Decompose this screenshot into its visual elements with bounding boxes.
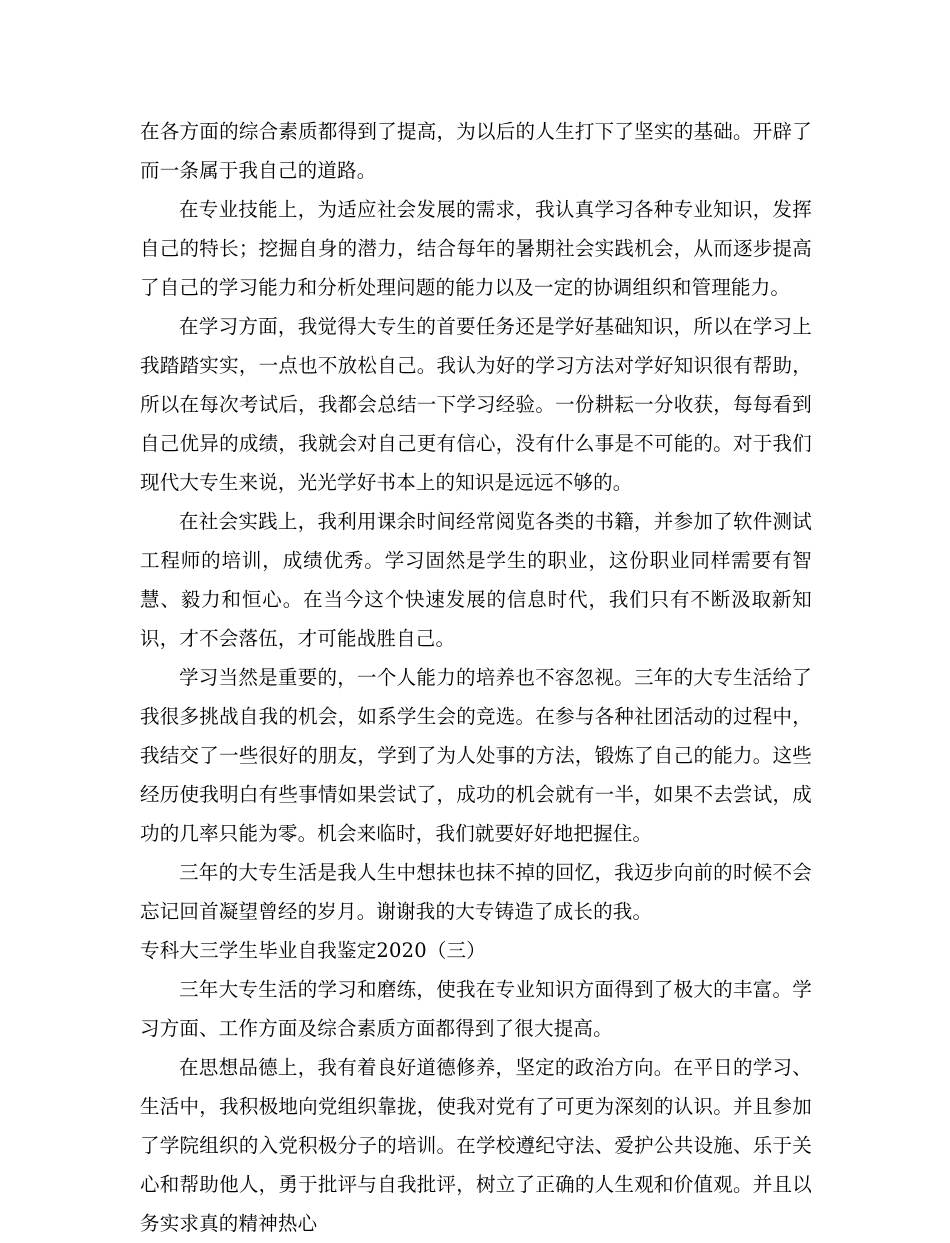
document-body — [140, 112, 812, 1243]
paragraph-1: 在各方面的综合素质都得到了提高，为以后的人生打下了坚实的基础。开辟了而一条属于我自己的道路。 — [140, 120, 812, 182]
paragraph-4: 在社会实践上，我利用课余时间经常阅览各类的书籍，并参加了软件测试工程师的培训，成绩优秀。学习固然是学生的职业，这份职业同样需要有智慧、毅力和恒心。在当今这个快速发展的信息时代，我们只有不断汲取新知识，才不会落伍，才可能战胜自己。 — [140, 510, 812, 650]
paragraph-2: 在专业技能上，为适应社会发展的需求，我认真学习各种专业知识，发挥自己的特长；挖掘自身的潜力，结合每年的暑期社会实践机会，从而逐步提高了自己的学习能力和分析处理问题的能力以及一定的协调组织和管理能力。 — [140, 198, 812, 299]
paragraph-8: 在思想品德上，我有着良好道德修养，坚定的政治方向。在平日的学习、生活中，我积极地向党组织靠拢，使我对党有了可更为深刻的认识。并且参加了学院组织的入党积极分子的培训。在学校遵纪守法、爱护公共设施、乐于关心和帮助他人，勇于批评与自我批评，树立了正确的人生观和价值观。并且以务实求真的精神热心 — [140, 1056, 812, 1235]
paragraph-3: 在学习方面，我觉得大专生的首要任务还是学好基础知识，所以在学习上我踏踏实实，一点也不放松自己。我认为好的学习方法对学好知识很有帮助，所以在每次考试后，我都会总结一下学习经验。一份耕耘一分收获，每每看到自己优异的成绩，我就会对自己更有信心，没有什么事是不可能的。对于我们现代大专生来说，光光学好书本上的知识是远远不够的。 — [140, 315, 812, 494]
paragraph-6: 三年的大专生活是我人生中想抹也抹不掉的回忆，我迈步向前的时候不会忘记回首凝望曾经的岁月。谢谢我的大专铸造了成长的我。 — [140, 861, 812, 923]
paragraph-7: 三年大专生活的学习和磨练，使我在专业知识方面得到了极大的丰富。学习方面、工作方面及综合素质方面都得到了很大提高。 — [140, 978, 812, 1040]
paragraph-5: 学习当然是重要的，一个人能力的培养也不容忽视。三年的大专生活给了我很多挑战自我的机会，如系学生会的竞选。在参与各种社团活动的过程中，我结交了一些很好的朋友，学到了为人处事的方法，锻炼了自己的能力。这些经历使我明白有些事情如果尝试了，成功的机会就有一半，如果不去尝试，成功的几率只能为零。机会来临时，我们就要好好地把握住。 — [140, 666, 812, 845]
section-heading: 专科大三学生毕业自我鉴定2020（三） — [140, 939, 486, 962]
